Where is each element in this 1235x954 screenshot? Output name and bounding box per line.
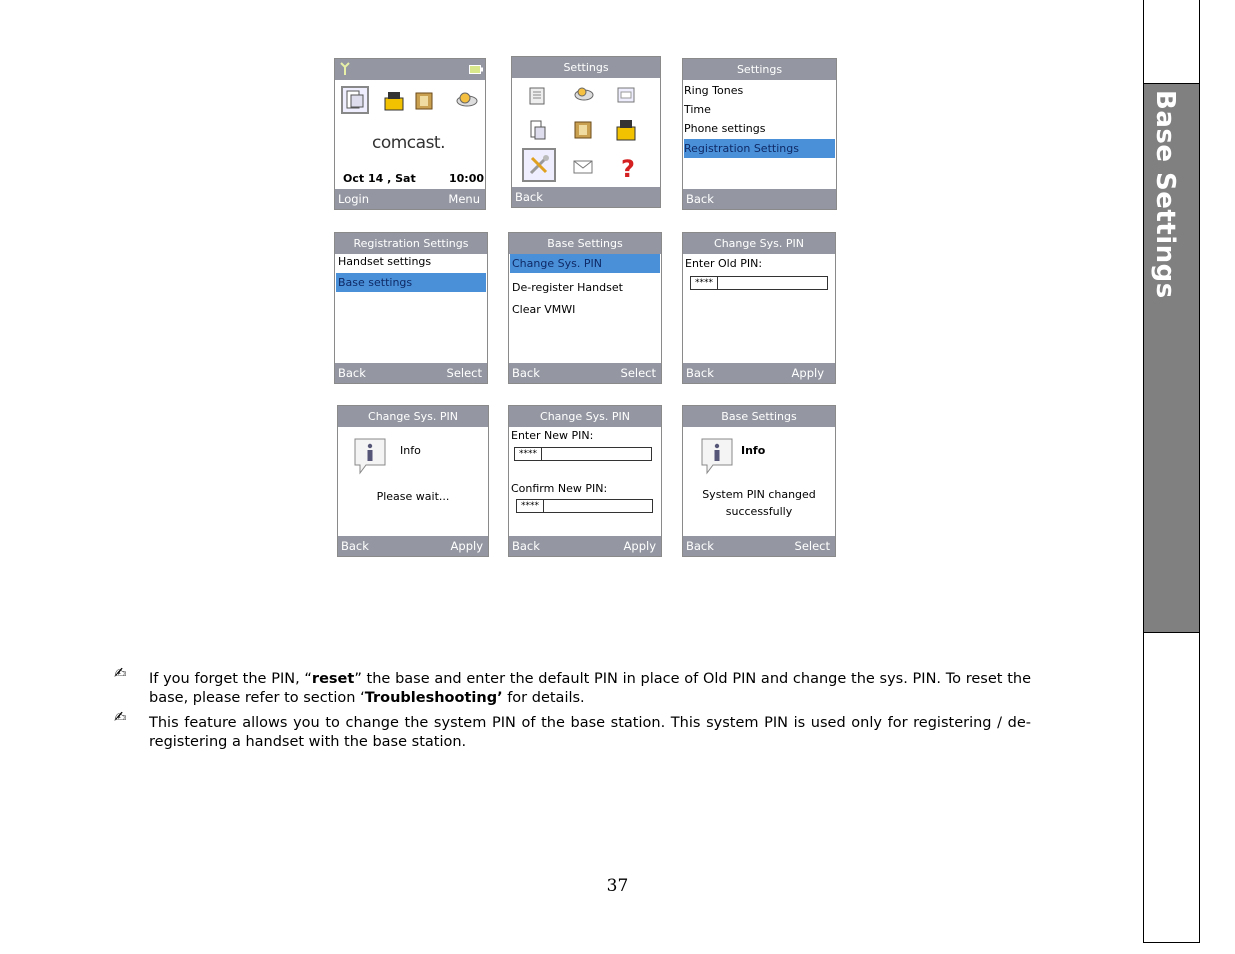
menu-item-ring-tones[interactable]: Ring Tones <box>684 84 744 97</box>
note1-text-b: ” the base and enter the default PIN in place of Old PIN and change the sys. PIN. To reset the base, please refer to section ‘ <box>149 671 1031 706</box>
idle-date: Oct 14 , Sat <box>343 172 416 185</box>
screen-settings-list <box>682 58 837 210</box>
menu-item-handset-settings[interactable]: Handset settings <box>338 255 432 268</box>
help-icon[interactable]: ? <box>621 155 635 183</box>
phonebook-icon[interactable] <box>383 90 405 112</box>
soft-keys <box>683 363 835 383</box>
screen-old-pin <box>682 232 836 384</box>
brand-logo: comcast. <box>372 133 445 153</box>
registration-icon <box>343 88 367 112</box>
note1-text-c: for details. <box>502 690 585 706</box>
info-icon <box>699 436 735 476</box>
new-pin-input[interactable] <box>514 447 652 461</box>
phonebook-icon[interactable] <box>615 118 637 142</box>
soft-keys <box>683 536 835 556</box>
new-pin-mask: **** <box>515 448 542 460</box>
info-icon <box>352 436 388 476</box>
soft-keys <box>509 536 661 556</box>
voicemail-cloud-icon[interactable] <box>455 92 479 108</box>
info-heading: Info <box>400 444 421 457</box>
status-message: Please wait... <box>376 490 450 503</box>
back-softkey[interactable]: Back <box>512 366 540 380</box>
tools-tile[interactable] <box>522 148 556 182</box>
back-softkey[interactable]: Back <box>515 190 543 204</box>
menu-item-registration-settings[interactable]: Registration Settings <box>684 139 835 158</box>
menu-item-de-register-handset[interactable]: De-register Handset <box>512 281 623 294</box>
note-pen-icon: ✍ <box>114 664 127 682</box>
screen-title: Change Sys. PIN <box>683 233 835 254</box>
apply-softkey[interactable]: Apply <box>623 539 656 553</box>
info-heading: Info <box>741 444 766 457</box>
page-number: 37 <box>606 876 629 896</box>
battery-icon <box>469 65 483 74</box>
soft-keys <box>683 189 836 209</box>
menu-item-base-settings[interactable]: Base settings <box>336 273 486 292</box>
new-pin-label: Enter New PIN: <box>511 429 594 442</box>
soft-keys <box>335 363 487 383</box>
apply-softkey[interactable]: Apply <box>450 539 483 553</box>
apply-softkey[interactable]: Apply <box>791 366 824 380</box>
registration-tile[interactable] <box>341 86 369 114</box>
back-softkey[interactable]: Back <box>341 539 369 553</box>
note-forgot-pin <box>149 670 1031 708</box>
login-softkey[interactable]: Login <box>338 192 370 206</box>
screen-registration-settings <box>334 232 488 384</box>
envelope-icon[interactable] <box>573 160 593 174</box>
success-message-line2: successfully <box>725 505 793 518</box>
back-softkey[interactable]: Back <box>338 366 366 380</box>
screen-title: Base Settings <box>509 233 661 254</box>
soft-keys <box>512 187 660 207</box>
notepad-icon[interactable] <box>528 86 546 106</box>
screen-settings-grid <box>511 56 661 208</box>
menu-item-change-sys-pin[interactable]: Change Sys. PIN <box>510 254 660 273</box>
confirm-pin-mask: **** <box>517 500 544 512</box>
select-softkey[interactable]: Select <box>794 539 830 553</box>
old-pin-mask: **** <box>691 277 718 289</box>
idle-time: 10:00 <box>449 172 485 185</box>
registration-icon[interactable] <box>529 119 547 141</box>
screen-title: Settings <box>683 59 836 80</box>
back-softkey[interactable]: Back <box>686 539 714 553</box>
select-softkey[interactable]: Select <box>620 366 656 380</box>
screen-title: Registration Settings <box>335 233 487 254</box>
screen-idle <box>334 58 486 210</box>
menu-item-time[interactable]: Time <box>684 103 711 116</box>
voicemail-cloud-icon[interactable] <box>573 86 595 102</box>
menu-item-clear-vmwi[interactable]: Clear VMWI <box>512 303 576 316</box>
section-tab <box>1143 0 1200 943</box>
screen-new-pin <box>508 405 662 557</box>
note-pen-icon: ✍ <box>114 708 127 726</box>
screen-title: Settings <box>512 57 660 78</box>
note1-bold-troubleshooting: Troubleshooting’ <box>364 690 503 706</box>
old-pin-label: Enter Old PIN: <box>685 257 763 270</box>
address-book-icon[interactable] <box>573 121 593 139</box>
section-tab-title: Base Settings <box>1150 90 1180 299</box>
soft-keys <box>509 363 661 383</box>
menu-item-phone-settings[interactable]: Phone settings <box>684 122 766 135</box>
note1-text-a: If you forget the PIN, “ <box>149 671 312 687</box>
calendar-icon[interactable] <box>616 86 636 104</box>
screen-pin-changed <box>682 405 836 557</box>
screen-please-wait <box>337 405 489 557</box>
confirm-pin-input[interactable] <box>516 499 653 513</box>
back-softkey[interactable]: Back <box>686 366 714 380</box>
screen-title: Change Sys. PIN <box>509 406 661 427</box>
back-softkey[interactable]: Back <box>512 539 540 553</box>
screen-title: Base Settings <box>683 406 835 427</box>
success-message-line1: System PIN changed <box>702 488 816 501</box>
screen-base-settings <box>508 232 662 384</box>
back-softkey[interactable]: Back <box>686 192 714 206</box>
confirm-pin-label: Confirm New PIN: <box>511 482 608 495</box>
note-feature-description: This feature allows you to change the system PIN of the base station. This system PIN is used only for registering / de-registering a handset with the base station. <box>149 715 1031 750</box>
status-bar <box>335 59 485 80</box>
soft-keys <box>338 536 488 556</box>
note1-bold-reset: reset <box>311 671 355 687</box>
old-pin-input[interactable] <box>690 276 828 290</box>
select-softkey[interactable]: Select <box>446 366 482 380</box>
soft-keys <box>335 189 485 209</box>
address-book-icon[interactable] <box>414 91 434 111</box>
screen-title: Change Sys. PIN <box>338 406 488 427</box>
menu-softkey[interactable]: Menu <box>448 192 480 206</box>
tools-icon <box>524 150 554 180</box>
signal-antenna-icon <box>338 62 352 76</box>
